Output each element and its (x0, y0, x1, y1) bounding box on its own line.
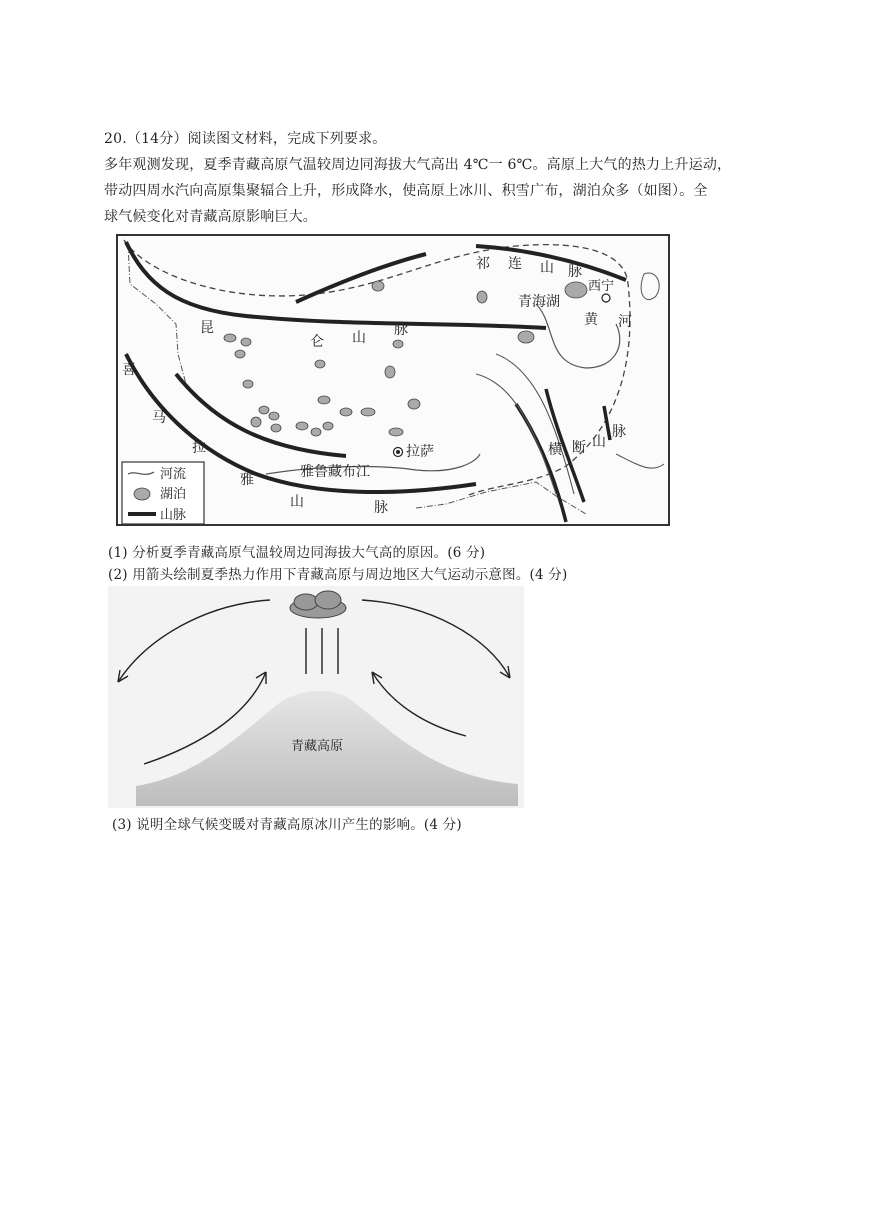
map-label-yarlung: 雅鲁藏布江 (300, 464, 370, 480)
lake (389, 428, 403, 436)
map-label-hengduan-4: 脉 (612, 424, 626, 440)
lake (269, 412, 279, 420)
map-label-hengduan-1: 横 (548, 442, 562, 458)
lake (311, 428, 321, 436)
lake (251, 417, 261, 427)
plateau-map (116, 234, 672, 528)
lake (259, 406, 269, 414)
map-label-yellow-river-1: 黄 (584, 312, 598, 328)
map-label-qilian-4: 脉 (568, 264, 582, 280)
map-label-qinghai-lake: 青海湖 (518, 294, 560, 310)
map-label-xining: 西宁 (588, 279, 615, 294)
lake (361, 408, 375, 416)
legend-lake-label: 湖泊 (160, 487, 187, 502)
legend-lake-symbol (134, 488, 150, 500)
map-label-kunlun-3: 山 (352, 330, 366, 346)
lake (393, 340, 403, 348)
lake (241, 338, 251, 346)
question-paragraph-line-1: 多年观测发现，夏季青藏高原气温较周边同海拔大气高出 4℃一 6℃。高原上大气的热力上升运动， (104, 157, 732, 173)
question-paragraph-line-3: 球气候变化对青藏高原影响巨大。 (104, 209, 317, 225)
map-legend (122, 462, 204, 524)
map-label-lhasa: 拉萨 (406, 444, 434, 460)
sub-question-2: (2) 用箭头绘制夏季热力作用下青藏高原与周边地区大气运动示意图。(4 分) (108, 567, 568, 583)
map-label-hengduan-2: 断 (572, 440, 586, 456)
lake (323, 422, 333, 430)
lake (271, 424, 281, 432)
sub-question-1: (1) 分析夏季青藏高原气温较周边同海拔大气高的原因。(6 分) (108, 545, 486, 561)
map-label-qilian-2: 连 (508, 256, 522, 272)
lake (340, 408, 352, 416)
lake (477, 291, 487, 303)
lake (224, 334, 236, 342)
lhasa-marker-dot (396, 450, 400, 454)
lake (235, 350, 245, 358)
lake (318, 396, 330, 404)
lake (243, 380, 253, 388)
map-label-qilian-1: 祁 (476, 256, 490, 272)
map-label-himalaya-4: 雅 (240, 472, 254, 488)
map-label-kunlun-2: 仑 (310, 334, 324, 350)
map-label-himalaya-1: 喜 (122, 362, 136, 378)
map-label-yellow-river-2: 河 (618, 314, 632, 330)
lake (315, 360, 325, 368)
xining-marker (602, 294, 610, 302)
atmosphere-diagram (108, 586, 524, 808)
legend-mountain-label: 山脉 (160, 508, 187, 523)
map-label-kunlun-4: 脉 (394, 322, 408, 338)
sub-question-3: (3) 说明全球气候变暖对青藏高原冰川产生的影响。(4 分) (112, 817, 462, 833)
lake (385, 366, 395, 378)
lake (408, 399, 420, 409)
lake (296, 422, 308, 430)
question-header: 20.（14分）阅读图文材料，完成下列要求。 (104, 131, 387, 147)
lake (372, 281, 384, 291)
plateau-label: 青藏高原 (291, 739, 344, 754)
map-label-himalaya-3: 拉 (192, 440, 206, 456)
map-label-himalaya-2: 马 (152, 410, 166, 426)
legend-river-label: 河流 (160, 467, 187, 482)
map-label-qilian-3: 山 (540, 260, 554, 276)
map-label-hengduan-3: 山 (592, 434, 606, 450)
question-paragraph-line-2: 带动四周水汽向高原集聚辐合上升，形成降水，使高原上冰川、积雪广布，湖泊众多（如图）。全 (104, 183, 708, 199)
map-label-kunlun-1: 昆 (200, 320, 214, 336)
map-label-himalaya-6: 脉 (374, 500, 388, 516)
lake (565, 282, 587, 298)
lake (518, 331, 534, 343)
map-label-himalaya-5: 山 (290, 494, 304, 510)
